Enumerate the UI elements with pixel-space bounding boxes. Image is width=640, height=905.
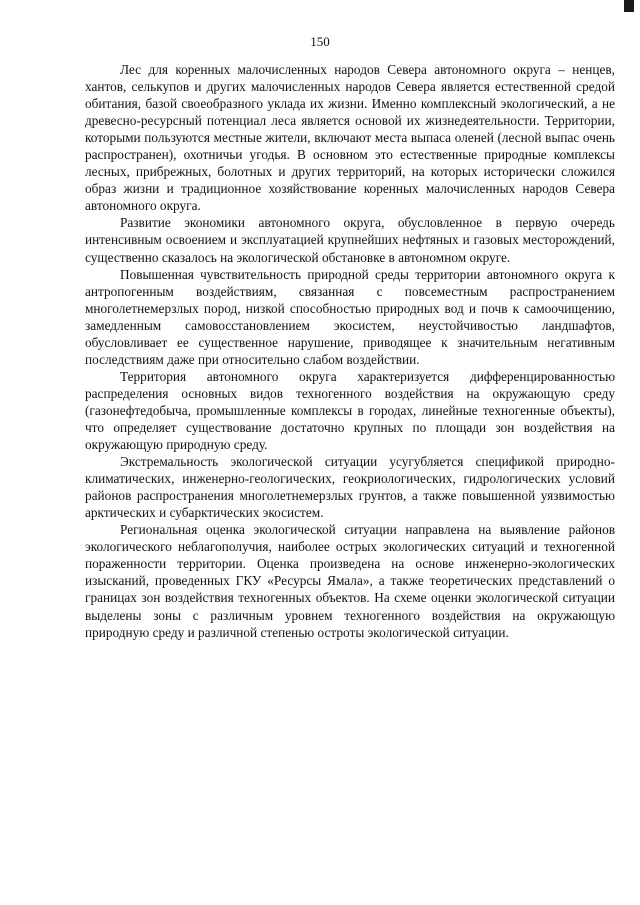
scan-corner-mark [624, 0, 634, 12]
page-number: 150 [310, 34, 330, 49]
paragraph: Территория автономного округа характеризуется дифференцированностью распределения основных видов техногенного воздействия на окружающую среду (газонефтедобыча, промышленные комплексы в городах, линейные техногенные объекты), что определяет существование достаточно крупных по площади зон воздействия на окружающую природную среду. [85, 368, 615, 453]
paragraph: Развитие экономики автономного округа, обусловленное в первую очередь интенсивным освоением и эксплуатацией крупнейших нефтяных и газовых месторождений, существенно сказалось на экологической обстановке в автономном округе. [85, 215, 615, 265]
paragraph: Региональная оценка экологической ситуации направлена на выявление районов экологического неблагополучия, наиболее острых экологических ситуаций и техногенной пораженности территории. Оценка произведена на основе инженерно-экологических изысканий, проведенных ГКУ «Ресурсы Ямала», а также теоретических представлений о границах зон воздействия техногенных объектов. На схеме оценки экологической ситуации выделены зоны с различным уровнем техногенного воздействия на окружающую природную среду и различной степенью остроты экологической ситуации. [85, 522, 615, 640]
document-body [85, 61, 615, 641]
paragraph: Экстремальность экологической ситуации усугубляется спецификой природно-климатических, инженерно-геологических, геокриологических, гидрологических условий районов распространения многолетнемерзлых грунтов, а также повышенной уязвимостью арктических и субарктических экосистем. [85, 454, 615, 521]
paragraph: Повышенная чувствительность природной среды территории автономного округа к антропогенным воздействиям, связанная с повсеместным распространением многолетнемерзлых пород, низкой способностью природных вод и почв к самоочищению, замедленным самовосстановлением экосистем, неустойчивостью ландшафтов, обусловливает ее существенное нарушение, приводящее к значительным негативным последствиям даже при относительно слабом воздействии. [85, 266, 615, 367]
paragraph: Лес для коренных малочисленных народов Севера автономного округа – ненцев, хантов, селькупов и других малочисленных народов Севера является естественной средой обитания, базой своеобразного уклада их жизни. Именно комплексный экологический, а не древесно-ресурсный потенциал леса является основой их жизнедеятельности. Территории, которыми пользуются местные жители, включают места выпаса оленей (лесной выпас очень распространен), охотничьи угодья. В основном это естественные природные комплексы лесных, прибрежных, болотных и других территорий, на которых исторически сложился образ жизни и традиционное хозяйствование коренных малочисленных народов Севера автономного округа. [85, 62, 615, 214]
